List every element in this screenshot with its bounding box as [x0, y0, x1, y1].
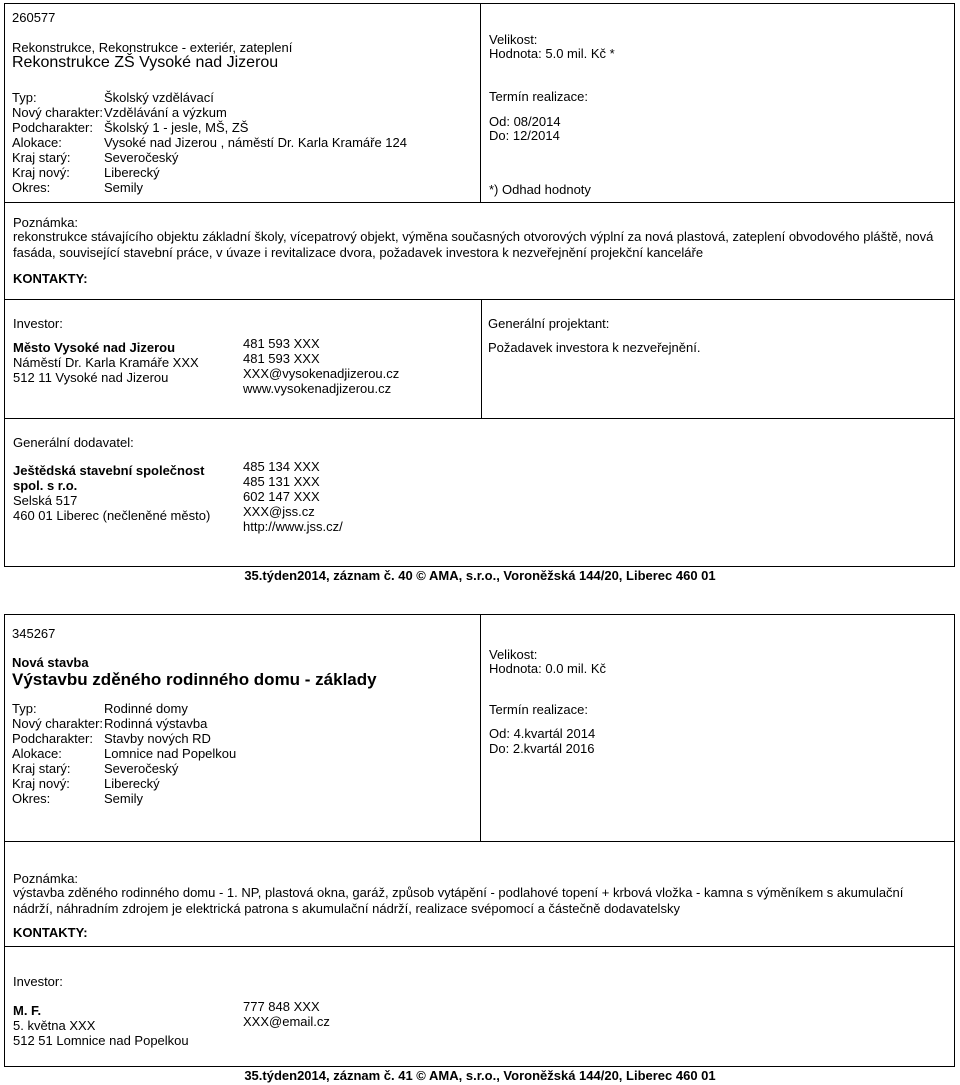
contractor-phone: 485 134 XXX	[243, 459, 320, 474]
field-label: Nový charakter:	[12, 105, 104, 120]
record-meta	[485, 4, 955, 202]
investor-phone: 481 593 XXX	[243, 351, 320, 366]
record-footer	[0, 568, 960, 583]
contractor-phone: 602 147 XXX	[243, 489, 320, 504]
investor-address: 512 51 Lomnice nad Popelkou	[13, 1033, 189, 1048]
field-label: Kraj starý:	[12, 150, 71, 165]
term-from: Od: 4.kvartál 2014	[489, 726, 596, 741]
term-from: Od: 08/2014	[489, 114, 561, 129]
record-header	[5, 615, 954, 842]
field-value: Rodinná výstavba	[104, 716, 208, 731]
size-value: Hodnota: 0.0 mil. Kč	[489, 661, 607, 676]
investor-address: 512 11 Vysoké nad Jizerou	[13, 370, 169, 385]
contractor-name: Ještědská stavební společnost	[13, 463, 205, 478]
field-label: Kraj nový:	[12, 776, 70, 791]
field-value: Lomnice nad Popelkou	[104, 746, 237, 761]
field-label: Typ:	[12, 90, 37, 105]
field-label: Alokace:	[12, 135, 62, 150]
field-value: Severočeský	[104, 761, 179, 776]
field-label: Typ:	[12, 701, 37, 716]
note-section	[5, 842, 954, 947]
field-label: Kraj nový:	[12, 165, 70, 180]
term-to: Do: 2.kvartál 2016	[489, 741, 595, 756]
size-label: Velikost:	[489, 32, 538, 47]
note-text: výstavba zděného rodinného domu - 1. NP, plastová okna, garáž, způsob vytápění - podlahové topení + krbová vložka - kamna s výměníkem s akumulační nádrží, náhradním zdrojem je elektrická patrona s akumulační nádrží, realizace svépomocí a částečně dodavatelsky	[13, 885, 904, 916]
investor-label: Investor:	[13, 316, 63, 331]
record-category: Rekonstrukce, Rekonstrukce - exteriér, zateplení	[12, 40, 293, 55]
investor-address: Náměstí Dr. Karla Kramáře XXX	[13, 355, 199, 370]
divider	[481, 300, 482, 418]
field-value: Semily	[104, 791, 144, 806]
investor-name: Město Vysoké nad Jizerou	[13, 340, 176, 355]
field-value: Liberecký	[104, 776, 160, 791]
investor-name: M. F.	[13, 1003, 42, 1018]
record-card	[4, 3, 955, 567]
record-id: 260577	[12, 10, 56, 25]
investor-section	[5, 300, 954, 419]
field-value: Liberecký	[104, 165, 160, 180]
record-footer	[0, 1068, 960, 1083]
note-label: Poznámka:	[13, 871, 79, 886]
field-value: Stavby nových RD	[104, 731, 211, 746]
contacts-label: KONTAKTY:	[13, 271, 88, 286]
investor-email[interactable]: XXX@vysokenadjizerou.cz	[243, 366, 400, 381]
investor-website[interactable]: www.vysokenadjizerou.cz	[243, 381, 392, 396]
record-meta	[485, 615, 955, 841]
term-to: Do: 12/2014	[489, 128, 560, 143]
investor-address: 5. května XXX	[13, 1018, 96, 1033]
footer-text: 35.týden2014, záznam č. 41 © AMA, s.r.o., Voroněžská 144/20, Liberec 460 01	[244, 1068, 716, 1083]
contractor-address: 460 01 Liberec (nečleněné město)	[13, 508, 211, 523]
investor-email[interactable]: XXX@email.cz	[243, 1014, 330, 1029]
record-header	[5, 4, 954, 203]
contractor-name: spol. s r.o.	[13, 478, 78, 493]
field-label: Okres:	[12, 180, 51, 195]
field-value: Školský 1 - jesle, MŠ, ZŠ	[104, 120, 249, 135]
field-value: Školský vzdělávací	[104, 90, 214, 105]
note-section	[5, 203, 954, 300]
field-label: Podcharakter:	[12, 731, 93, 746]
term-label: Termín realizace:	[489, 702, 588, 717]
record-info	[5, 615, 481, 841]
contractor-phone: 485 131 XXX	[243, 474, 320, 489]
field-label: Alokace:	[12, 746, 62, 761]
size-value: Hodnota: 5.0 mil. Kč *	[489, 46, 615, 61]
footer-text: 35.týden2014, záznam č. 40 © AMA, s.r.o., Voroněžská 144/20, Liberec 460 01	[244, 568, 716, 583]
record-id: 345267	[12, 626, 56, 641]
field-value: Vysoké nad Jizerou , náměstí Dr. Karla Kramáře 124	[104, 135, 407, 150]
field-label: Okres:	[12, 791, 51, 806]
investor-section	[5, 947, 954, 1068]
estimate-note: *) Odhad hodnoty	[489, 182, 591, 197]
investor-phone: 481 593 XXX	[243, 336, 320, 351]
term-label: Termín realizace:	[489, 89, 588, 104]
size-label: Velikost:	[489, 647, 538, 662]
field-label: Podcharakter:	[12, 120, 93, 135]
record-title: Rekonstrukce ZŠ Vysoké nad Jizerou	[12, 54, 279, 71]
field-value: Semily	[104, 180, 144, 195]
record-title: Výstavbu zděného rodinného domu - základy	[12, 670, 377, 689]
note-text: rekonstrukce stávajícího objektu základní školy, vícepatrový objekt, výměna současných otvorových výplní za nová plastová, zateplení obvodového pláště, nová fasáda, související stavební práce, v úvaze i revitalizace dvora, požadavek investora k nezveřejnění projekční kanceláře	[13, 229, 934, 260]
record-category: Nová stavba	[12, 655, 89, 670]
contractor-email[interactable]: XXX@jss.cz	[243, 504, 315, 519]
field-value: Rodinné domy	[104, 701, 188, 716]
contractor-website[interactable]: http://www.jss.cz/	[243, 519, 343, 534]
field-label: Kraj starý:	[12, 761, 71, 776]
investor-label: Investor:	[13, 974, 63, 989]
field-label: Nový charakter:	[12, 716, 104, 731]
contractor-section	[5, 419, 954, 567]
designer-text: Požadavek investora k nezveřejnění.	[488, 340, 701, 355]
contractor-address: Selská 517	[13, 493, 78, 508]
note-label: Poznámka:	[13, 215, 79, 230]
contractor-label: Generální dodavatel:	[13, 435, 134, 450]
field-value: Vzdělávání a výzkum	[104, 105, 227, 120]
record-info	[5, 4, 481, 202]
record-card	[4, 614, 955, 1067]
field-value: Severočeský	[104, 150, 179, 165]
investor-phone: 777 848 XXX	[243, 999, 320, 1014]
contacts-label: KONTAKTY:	[13, 925, 88, 940]
designer-label: Generální projektant:	[488, 316, 610, 331]
